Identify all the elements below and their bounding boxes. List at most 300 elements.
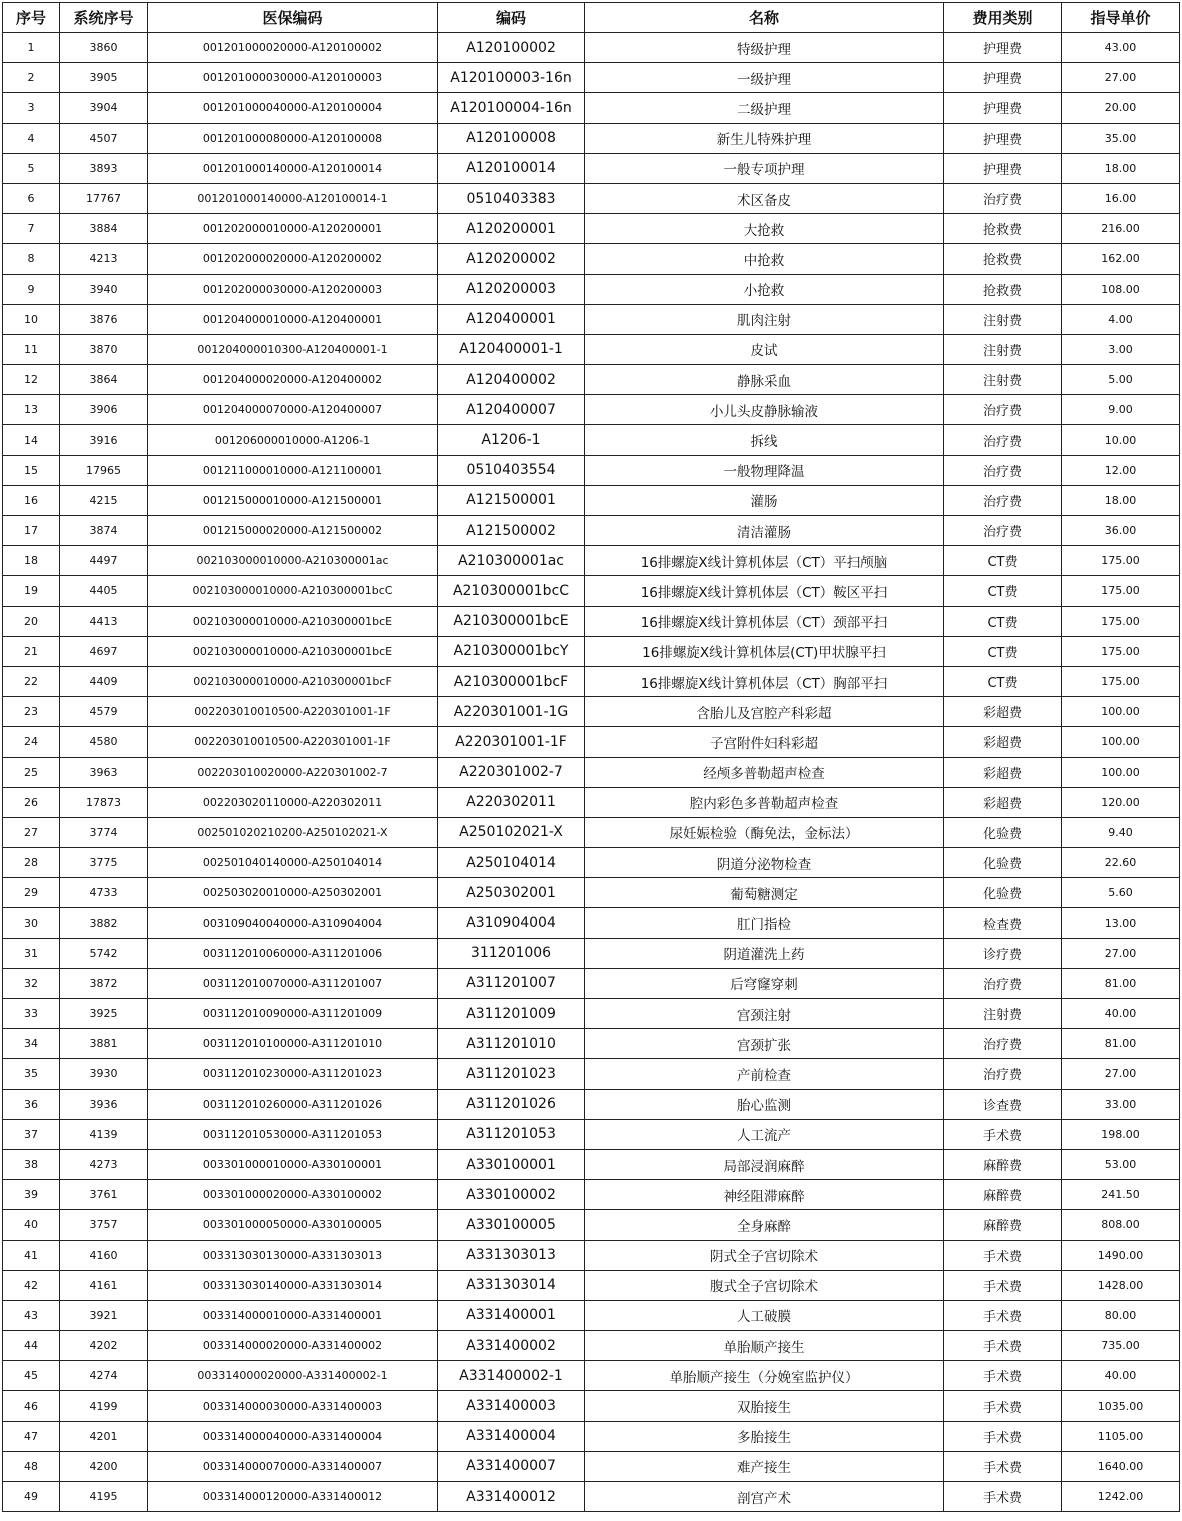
cell-code: A220301001-1G [438,697,585,727]
cell-name: 大抢救 [585,214,944,244]
cell-system-index: 17873 [60,787,148,817]
cell-insurance-code: 001204000070000-A120400007 [148,395,438,425]
cell-insurance-code: 001206000010000-A1206-1 [148,425,438,455]
cell-fee-category: 注射费 [944,334,1062,364]
cell-guide-price: 1242.00 [1062,1482,1180,1512]
cell-guide-price: 175.00 [1062,666,1180,696]
cell-code: A120400002 [438,365,585,395]
cell-insurance-code: 002103000010000-A210300001bcE [148,606,438,636]
cell-insurance-code: 002103000010000-A210300001bcE [148,636,438,666]
cell-fee-category: 彩超费 [944,757,1062,787]
cell-insurance-code: 002203010010500-A220301001-1F [148,727,438,757]
cell-system-index: 3916 [60,425,148,455]
cell-insurance-code: 003112010230000-A311201023 [148,1059,438,1089]
cell-index: 36 [3,1089,60,1119]
cell-insurance-code: 002203010010500-A220301001-1F [148,697,438,727]
cell-code: A311201009 [438,999,585,1029]
cell-fee-category: 注射费 [944,365,1062,395]
cell-index: 13 [3,395,60,425]
cell-name: 一般物理降温 [585,455,944,485]
cell-guide-price: 18.00 [1062,153,1180,183]
cell-system-index: 4199 [60,1391,148,1421]
table-row [3,63,1180,93]
table-row [3,1391,1180,1421]
cell-guide-price: 36.00 [1062,516,1180,546]
cell-code: A331400001 [438,1300,585,1330]
table-row [3,727,1180,757]
cell-insurance-code: 003301000010000-A330100001 [148,1149,438,1179]
cell-index: 24 [3,727,60,757]
cell-fee-category: 手术费 [944,1451,1062,1481]
cell-system-index: 4507 [60,123,148,153]
cell-guide-price: 5.00 [1062,365,1180,395]
cell-fee-category: CT费 [944,636,1062,666]
cell-code: A120100004-16n [438,93,585,123]
cell-fee-category: 化验费 [944,817,1062,847]
cell-index: 46 [3,1391,60,1421]
cell-system-index: 5742 [60,938,148,968]
cell-name: 腹式全子宫切除术 [585,1270,944,1300]
cell-code: A120200001 [438,214,585,244]
cell-name: 胎心监测 [585,1089,944,1119]
cell-index: 10 [3,304,60,334]
cell-index: 49 [3,1482,60,1512]
cell-name: 剖宫产术 [585,1482,944,1512]
table-row [3,1482,1180,1512]
cell-system-index: 3906 [60,395,148,425]
cell-index: 12 [3,365,60,395]
cell-insurance-code: 003112010100000-A311201010 [148,1029,438,1059]
cell-name: 一般专项护理 [585,153,944,183]
cell-fee-category: 手术费 [944,1331,1062,1361]
cell-index: 26 [3,787,60,817]
cell-system-index: 3775 [60,848,148,878]
cell-insurance-code: 001201000140000-A120100014-1 [148,183,438,213]
cell-index: 34 [3,1029,60,1059]
cell-guide-price: 40.00 [1062,999,1180,1029]
cell-guide-price: 162.00 [1062,244,1180,274]
table-row [3,1089,1180,1119]
cell-guide-price: 35.00 [1062,123,1180,153]
cell-system-index: 4579 [60,697,148,727]
cell-insurance-code: 003314000040000-A331400004 [148,1421,438,1451]
cell-insurance-code: 002203020110000-A220302011 [148,787,438,817]
table-row [3,1300,1180,1330]
table-body [3,33,1180,1512]
cell-fee-category: 手术费 [944,1119,1062,1149]
cell-index: 17 [3,516,60,546]
cell-fee-category: 护理费 [944,63,1062,93]
cell-guide-price: 27.00 [1062,63,1180,93]
cell-guide-price: 18.00 [1062,485,1180,515]
cell-insurance-code: 001201000020000-A120100002 [148,33,438,63]
cell-insurance-code: 001202000020000-A120200002 [148,244,438,274]
cell-name: 中抢救 [585,244,944,274]
cell-code: A250302001 [438,878,585,908]
cell-code: 311201006 [438,938,585,968]
cell-index: 14 [3,425,60,455]
cell-fee-category: 手术费 [944,1270,1062,1300]
cell-fee-category: 麻醉费 [944,1180,1062,1210]
cell-name: 特级护理 [585,33,944,63]
cell-code: A220301001-1F [438,727,585,757]
cell-system-index: 3882 [60,908,148,938]
cell-fee-category: 手术费 [944,1391,1062,1421]
table-row [3,214,1180,244]
cell-system-index: 3893 [60,153,148,183]
table-row [3,1421,1180,1451]
cell-index: 43 [3,1300,60,1330]
cell-name: 人工破膜 [585,1300,944,1330]
cell-fee-category: 麻醉费 [944,1210,1062,1240]
cell-code: A331400004 [438,1421,585,1451]
cell-index: 48 [3,1451,60,1481]
cell-name: 新生儿特殊护理 [585,123,944,153]
cell-code: A331400007 [438,1451,585,1481]
cell-guide-price: 12.00 [1062,455,1180,485]
table-row [3,1119,1180,1149]
cell-fee-category: 治疗费 [944,425,1062,455]
cell-index: 29 [3,878,60,908]
cell-insurance-code: 003112010070000-A311201007 [148,968,438,998]
cell-fee-category: 手术费 [944,1361,1062,1391]
cell-name: 阴道分泌物检查 [585,848,944,878]
cell-fee-category: 护理费 [944,33,1062,63]
cell-system-index: 4161 [60,1270,148,1300]
cell-fee-category: 护理费 [944,93,1062,123]
table-row [3,485,1180,515]
cell-index: 38 [3,1149,60,1179]
cell-insurance-code: 003301000050000-A330100005 [148,1210,438,1240]
cell-index: 41 [3,1240,60,1270]
cell-name: 16排螺旋X线计算机体层（CT）平扫颅脑 [585,546,944,576]
cell-guide-price: 81.00 [1062,968,1180,998]
cell-name: 术区备皮 [585,183,944,213]
cell-fee-category: 治疗费 [944,183,1062,213]
cell-system-index: 3870 [60,334,148,364]
header-system-index: 系统序号 [60,3,148,33]
cell-code: A331303013 [438,1240,585,1270]
table-row [3,1451,1180,1481]
table-row [3,817,1180,847]
cell-fee-category: 手术费 [944,1240,1062,1270]
table-row [3,757,1180,787]
cell-system-index: 4580 [60,727,148,757]
cell-guide-price: 27.00 [1062,938,1180,968]
cell-system-index: 3761 [60,1180,148,1210]
cell-index: 25 [3,757,60,787]
cell-index: 7 [3,214,60,244]
cell-system-index: 3876 [60,304,148,334]
cell-index: 1 [3,33,60,63]
cell-insurance-code: 001204000010000-A120400001 [148,304,438,334]
cell-code: A330100005 [438,1210,585,1240]
cell-guide-price: 40.00 [1062,1361,1180,1391]
cell-fee-category: CT费 [944,666,1062,696]
cell-fee-category: 彩超费 [944,787,1062,817]
cell-index: 39 [3,1180,60,1210]
cell-name: 难产接生 [585,1451,944,1481]
cell-system-index: 4202 [60,1331,148,1361]
cell-code: A210300001bcC [438,576,585,606]
cell-insurance-code: 001215000020000-A121500002 [148,516,438,546]
cell-index: 19 [3,576,60,606]
cell-fee-category: 化验费 [944,848,1062,878]
cell-system-index: 3872 [60,968,148,998]
cell-index: 15 [3,455,60,485]
cell-system-index: 4200 [60,1451,148,1481]
table-row [3,999,1180,1029]
cell-name: 16排螺旋X线计算机体层（CT）鞍区平扫 [585,576,944,606]
cell-insurance-code: 003314000020000-A331400002 [148,1331,438,1361]
table-row [3,1180,1180,1210]
cell-system-index: 4195 [60,1482,148,1512]
cell-name: 肛门指检 [585,908,944,938]
cell-guide-price: 175.00 [1062,546,1180,576]
cell-guide-price: 735.00 [1062,1331,1180,1361]
cell-guide-price: 1640.00 [1062,1451,1180,1481]
cell-guide-price: 100.00 [1062,727,1180,757]
cell-name: 宫颈注射 [585,999,944,1029]
table-row [3,1270,1180,1300]
cell-insurance-code: 001201000140000-A120100014 [148,153,438,183]
cell-system-index: 4139 [60,1119,148,1149]
fee-table-container [2,2,1180,1512]
cell-fee-category: 诊查费 [944,1089,1062,1119]
fee-table [2,2,1180,1512]
cell-index: 40 [3,1210,60,1240]
cell-code: A121500002 [438,516,585,546]
cell-code: A331400002-1 [438,1361,585,1391]
table-row [3,153,1180,183]
cell-guide-price: 4.00 [1062,304,1180,334]
cell-index: 9 [3,274,60,304]
cell-name: 子宫附件妇科彩超 [585,727,944,757]
cell-insurance-code: 002501040140000-A250104014 [148,848,438,878]
table-row [3,123,1180,153]
cell-fee-category: 抢救费 [944,244,1062,274]
cell-system-index: 4273 [60,1149,148,1179]
cell-guide-price: 13.00 [1062,908,1180,938]
cell-code: A210300001bcY [438,636,585,666]
cell-code: A210300001bcE [438,606,585,636]
cell-guide-price: 81.00 [1062,1029,1180,1059]
cell-code: A220301002-7 [438,757,585,787]
cell-name: 全身麻醉 [585,1210,944,1240]
cell-guide-price: 3.00 [1062,334,1180,364]
cell-code: A250102021-X [438,817,585,847]
cell-guide-price: 1105.00 [1062,1421,1180,1451]
cell-system-index: 3905 [60,63,148,93]
cell-name: 静脉采血 [585,365,944,395]
cell-system-index: 3864 [60,365,148,395]
cell-guide-price: 10.00 [1062,425,1180,455]
cell-name: 局部浸润麻醉 [585,1149,944,1179]
cell-name: 16排螺旋X线计算机体层（CT）颈部平扫 [585,606,944,636]
table-row [3,697,1180,727]
cell-index: 2 [3,63,60,93]
cell-name: 阴式全子宫切除术 [585,1240,944,1270]
cell-system-index: 4697 [60,636,148,666]
cell-name: 尿妊娠检验（酶免法，金标法） [585,817,944,847]
cell-index: 35 [3,1059,60,1089]
cell-insurance-code: 001211000010000-A121100001 [148,455,438,485]
cell-name: 宫颈扩张 [585,1029,944,1059]
cell-fee-category: 治疗费 [944,968,1062,998]
cell-guide-price: 43.00 [1062,33,1180,63]
cell-code: A120400001-1 [438,334,585,364]
cell-insurance-code: 001201000040000-A120100004 [148,93,438,123]
header-guide-price: 指导单价 [1062,3,1180,33]
cell-fee-category: 治疗费 [944,485,1062,515]
header-insurance-code: 医保编码 [148,3,438,33]
cell-index: 47 [3,1421,60,1451]
cell-index: 33 [3,999,60,1029]
cell-fee-category: 治疗费 [944,395,1062,425]
cell-guide-price: 53.00 [1062,1149,1180,1179]
cell-code: A310904004 [438,908,585,938]
cell-system-index: 4733 [60,878,148,908]
cell-insurance-code: 003112010530000-A311201053 [148,1119,438,1149]
cell-system-index: 4274 [60,1361,148,1391]
cell-insurance-code: 003313030140000-A331303014 [148,1270,438,1300]
header-name: 名称 [585,3,944,33]
cell-insurance-code: 002103000010000-A210300001bcC [148,576,438,606]
cell-insurance-code: 001215000010000-A121500001 [148,485,438,515]
cell-fee-category: 检查费 [944,908,1062,938]
table-row [3,576,1180,606]
cell-fee-category: 彩超费 [944,727,1062,757]
cell-insurance-code: 003313030130000-A331303013 [148,1240,438,1270]
cell-insurance-code: 003112010060000-A311201006 [148,938,438,968]
cell-fee-category: CT费 [944,606,1062,636]
cell-insurance-code: 003314000010000-A331400001 [148,1300,438,1330]
table-row [3,1210,1180,1240]
cell-name: 腔内彩色多普勒超声检查 [585,787,944,817]
cell-index: 20 [3,606,60,636]
cell-fee-category: CT费 [944,546,1062,576]
table-row [3,455,1180,485]
cell-insurance-code: 003109040040000-A310904004 [148,908,438,938]
cell-fee-category: 麻醉费 [944,1149,1062,1179]
cell-guide-price: 175.00 [1062,606,1180,636]
cell-name: 经颅多普勒超声检查 [585,757,944,787]
table-row [3,546,1180,576]
cell-index: 22 [3,666,60,696]
cell-code: A120200003 [438,274,585,304]
cell-name: 含胎儿及宫腔产科彩超 [585,697,944,727]
cell-insurance-code: 003301000020000-A330100002 [148,1180,438,1210]
cell-fee-category: 抢救费 [944,274,1062,304]
cell-index: 18 [3,546,60,576]
cell-guide-price: 1490.00 [1062,1240,1180,1270]
cell-code: A120100003-16n [438,63,585,93]
cell-system-index: 3936 [60,1089,148,1119]
cell-guide-price: 16.00 [1062,183,1180,213]
cell-system-index: 3921 [60,1300,148,1330]
cell-system-index: 4405 [60,576,148,606]
cell-insurance-code: 001201000080000-A120100008 [148,123,438,153]
cell-index: 42 [3,1270,60,1300]
cell-guide-price: 100.00 [1062,757,1180,787]
cell-code: A311201007 [438,968,585,998]
cell-guide-price: 20.00 [1062,93,1180,123]
cell-guide-price: 241.50 [1062,1180,1180,1210]
cell-index: 30 [3,908,60,938]
cell-guide-price: 120.00 [1062,787,1180,817]
cell-code: 0510403554 [438,455,585,485]
cell-guide-price: 198.00 [1062,1119,1180,1149]
cell-guide-price: 9.00 [1062,395,1180,425]
cell-code: A331400012 [438,1482,585,1512]
header-code: 编码 [438,3,585,33]
cell-fee-category: 抢救费 [944,214,1062,244]
cell-name: 灌肠 [585,485,944,515]
cell-code: A330100001 [438,1149,585,1179]
cell-insurance-code: 002103000010000-A210300001ac [148,546,438,576]
cell-insurance-code: 002203010020000-A220301002-7 [148,757,438,787]
header-index: 序号 [3,3,60,33]
cell-guide-price: 100.00 [1062,697,1180,727]
cell-system-index: 4213 [60,244,148,274]
cell-name: 一级护理 [585,63,944,93]
cell-name: 小儿头皮静脉输液 [585,395,944,425]
table-row [3,395,1180,425]
table-row [3,878,1180,908]
cell-index: 23 [3,697,60,727]
cell-guide-price: 27.00 [1062,1059,1180,1089]
cell-system-index: 4215 [60,485,148,515]
cell-fee-category: 注射费 [944,304,1062,334]
table-row [3,1361,1180,1391]
cell-code: A330100002 [438,1180,585,1210]
cell-insurance-code: 003314000070000-A331400007 [148,1451,438,1481]
cell-name: 16排螺旋X线计算机体层(CT)甲状腺平扫 [585,636,944,666]
cell-name: 肌肉注射 [585,304,944,334]
cell-code: A121500001 [438,485,585,515]
header-row [3,3,1180,33]
cell-name: 小抢救 [585,274,944,304]
cell-guide-price: 5.60 [1062,878,1180,908]
cell-index: 32 [3,968,60,998]
cell-code: A120100014 [438,153,585,183]
header-fee-category: 费用类别 [944,3,1062,33]
table-row [3,244,1180,274]
cell-system-index: 3881 [60,1029,148,1059]
cell-insurance-code: 002501020210200-A250102021-X [148,817,438,847]
cell-fee-category: 护理费 [944,153,1062,183]
cell-name: 单胎顺产接生（分娩室监护仪） [585,1361,944,1391]
cell-fee-category: 治疗费 [944,516,1062,546]
cell-insurance-code: 003314000020000-A331400002-1 [148,1361,438,1391]
table-row [3,365,1180,395]
cell-system-index: 3963 [60,757,148,787]
table-row [3,606,1180,636]
cell-name: 单胎顺产接生 [585,1331,944,1361]
table-row [3,93,1180,123]
cell-fee-category: 彩超费 [944,697,1062,727]
cell-name: 16排螺旋X线计算机体层（CT）胸部平扫 [585,666,944,696]
cell-code: A210300001bcF [438,666,585,696]
cell-system-index: 17965 [60,455,148,485]
cell-system-index: 4413 [60,606,148,636]
cell-index: 16 [3,485,60,515]
cell-index: 27 [3,817,60,847]
table-row [3,425,1180,455]
cell-system-index: 3940 [60,274,148,304]
cell-code: A120400001 [438,304,585,334]
cell-index: 44 [3,1331,60,1361]
